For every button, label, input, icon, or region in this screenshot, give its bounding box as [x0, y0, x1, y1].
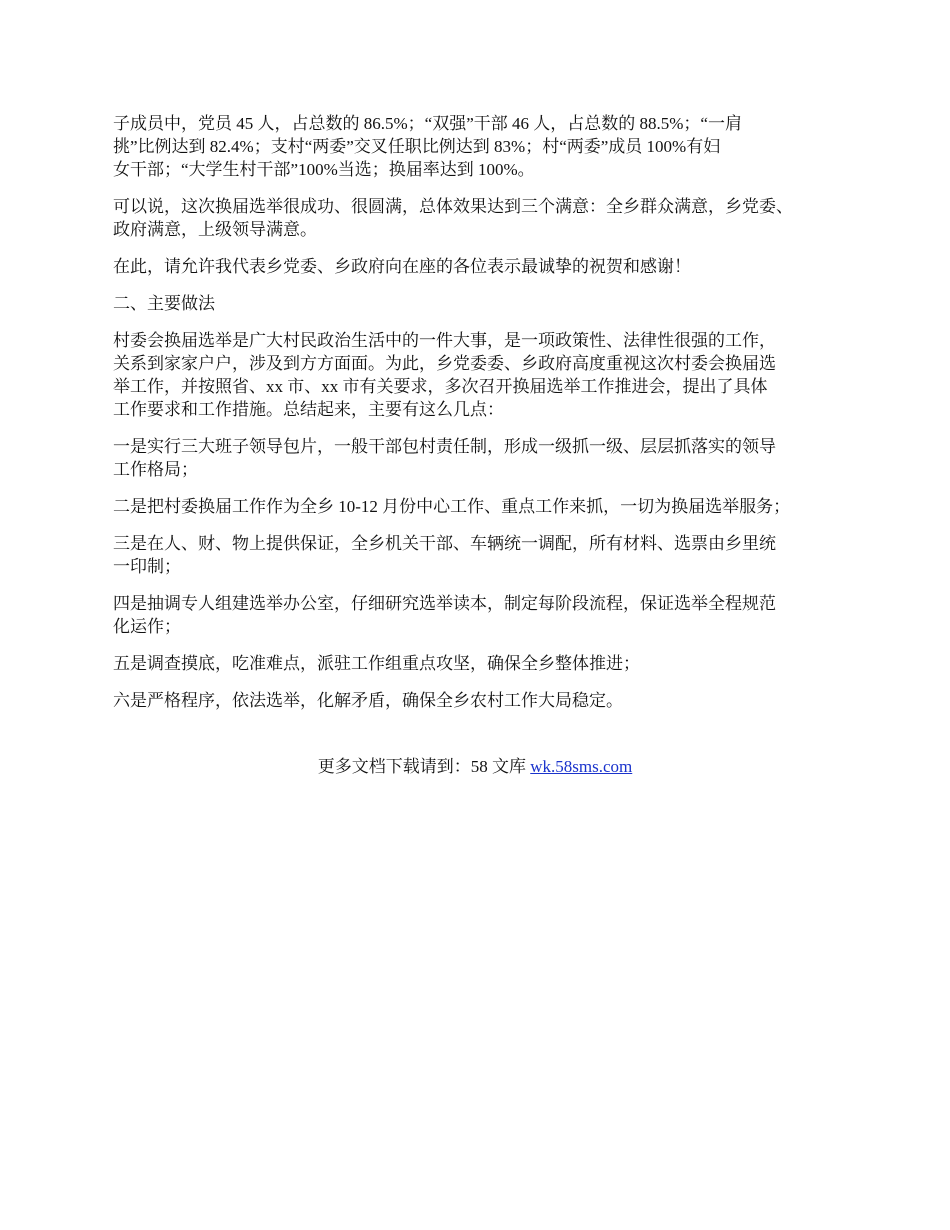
text-line: 政府满意，上级领导满意。: [113, 220, 317, 239]
text-line: 一是实行三大班子领导包片，一般干部包村责任制，形成一级抓一级、层层抓落实的领导: [113, 437, 776, 456]
footer-link[interactable]: wk.58sms.com: [530, 757, 633, 776]
paragraph-gap: [113, 675, 853, 689]
paragraph-gap: [113, 481, 853, 495]
text-line: 工作格局；: [113, 460, 198, 479]
paragraph-gap: [113, 181, 853, 195]
text-line: 子成员中，党员 45 人，占总数的 86.5%；“双强”干部 46 人，占总数的 88.5%；“一肩: [113, 114, 742, 133]
paragraph-intro: [113, 329, 853, 421]
list-item-1: [113, 435, 853, 481]
list-item-4: [113, 592, 853, 638]
paragraph-gap: [113, 578, 853, 592]
paragraph-gap: [113, 315, 853, 329]
text-line: 四是抽调专人组建选举办公室，仔细研究选举读本，制定每阶段流程，保证选举全程规范: [113, 594, 776, 613]
paragraph-summary: [113, 195, 853, 241]
text-line: 关系到家家户户，涉及到方方面面。为此，乡党委委、乡政府高度重视这次村委会换届选: [113, 354, 776, 373]
paragraph-gap: [113, 421, 853, 435]
paragraph-gap: [113, 241, 853, 255]
text-line: 女干部；“大学生村干部”100%当选；换届率达到 100%。: [113, 160, 535, 179]
list-item-5: [113, 652, 853, 675]
text-line: 一印制；: [113, 557, 181, 576]
text-line: 在此，请允许我代表乡党委、乡政府向在座的各位表示最诚挚的祝贺和感谢！: [113, 257, 691, 276]
footer-prefix: 更多文档下载请到：58 文库: [317, 757, 531, 776]
text-line: 挑”比例达到 82.4%；支村“两委”交叉任职比例达到 83%；村“两委”成员 100%有妇: [113, 137, 721, 156]
list-item-3: [113, 532, 853, 578]
heading-text: 二、主要做法: [113, 294, 215, 313]
section-heading: [113, 292, 853, 315]
text-line: 三是在人、财、物上提供保证，全乡机关干部、车辆统一调配，所有材料、选票由乡里统: [113, 534, 776, 553]
text-line: 工作要求和工作措施。总结起来，主要有这么几点：: [113, 400, 504, 419]
document-body: [113, 112, 853, 712]
text-line: 举工作，并按照省、xx 市、xx 市有关要求，多次召开换届选举工作推进会，提出了具体: [113, 377, 768, 396]
list-item-6: [113, 689, 853, 712]
list-item-2: [113, 495, 853, 518]
paragraph-election-stats: [113, 112, 853, 181]
text-line: 村委会换届选举是广大村民政治生活中的一件大事，是一项政策性、法律性很强的工作，: [113, 331, 776, 350]
text-line: 二是把村委换届工作作为全乡 10-12 月份中心工作、重点工作来抓，一切为换届选举服务；: [113, 497, 791, 516]
paragraph-thanks: [113, 255, 853, 278]
download-footer: [0, 755, 950, 778]
paragraph-gap: [113, 638, 853, 652]
text-line: 六是严格程序，依法选举，化解矛盾，确保全乡农村工作大局稳定。: [113, 691, 623, 710]
text-line: 可以说，这次换届选举很成功、很圆满，总体效果达到三个满意：全乡群众满意，乡党委、: [113, 197, 793, 216]
paragraph-gap: [113, 518, 853, 532]
paragraph-gap: [113, 278, 853, 292]
text-line: 化运作；: [113, 617, 181, 636]
text-line: 五是调查摸底，吃准难点，派驻工作组重点攻坚，确保全乡整体推进；: [113, 654, 640, 673]
